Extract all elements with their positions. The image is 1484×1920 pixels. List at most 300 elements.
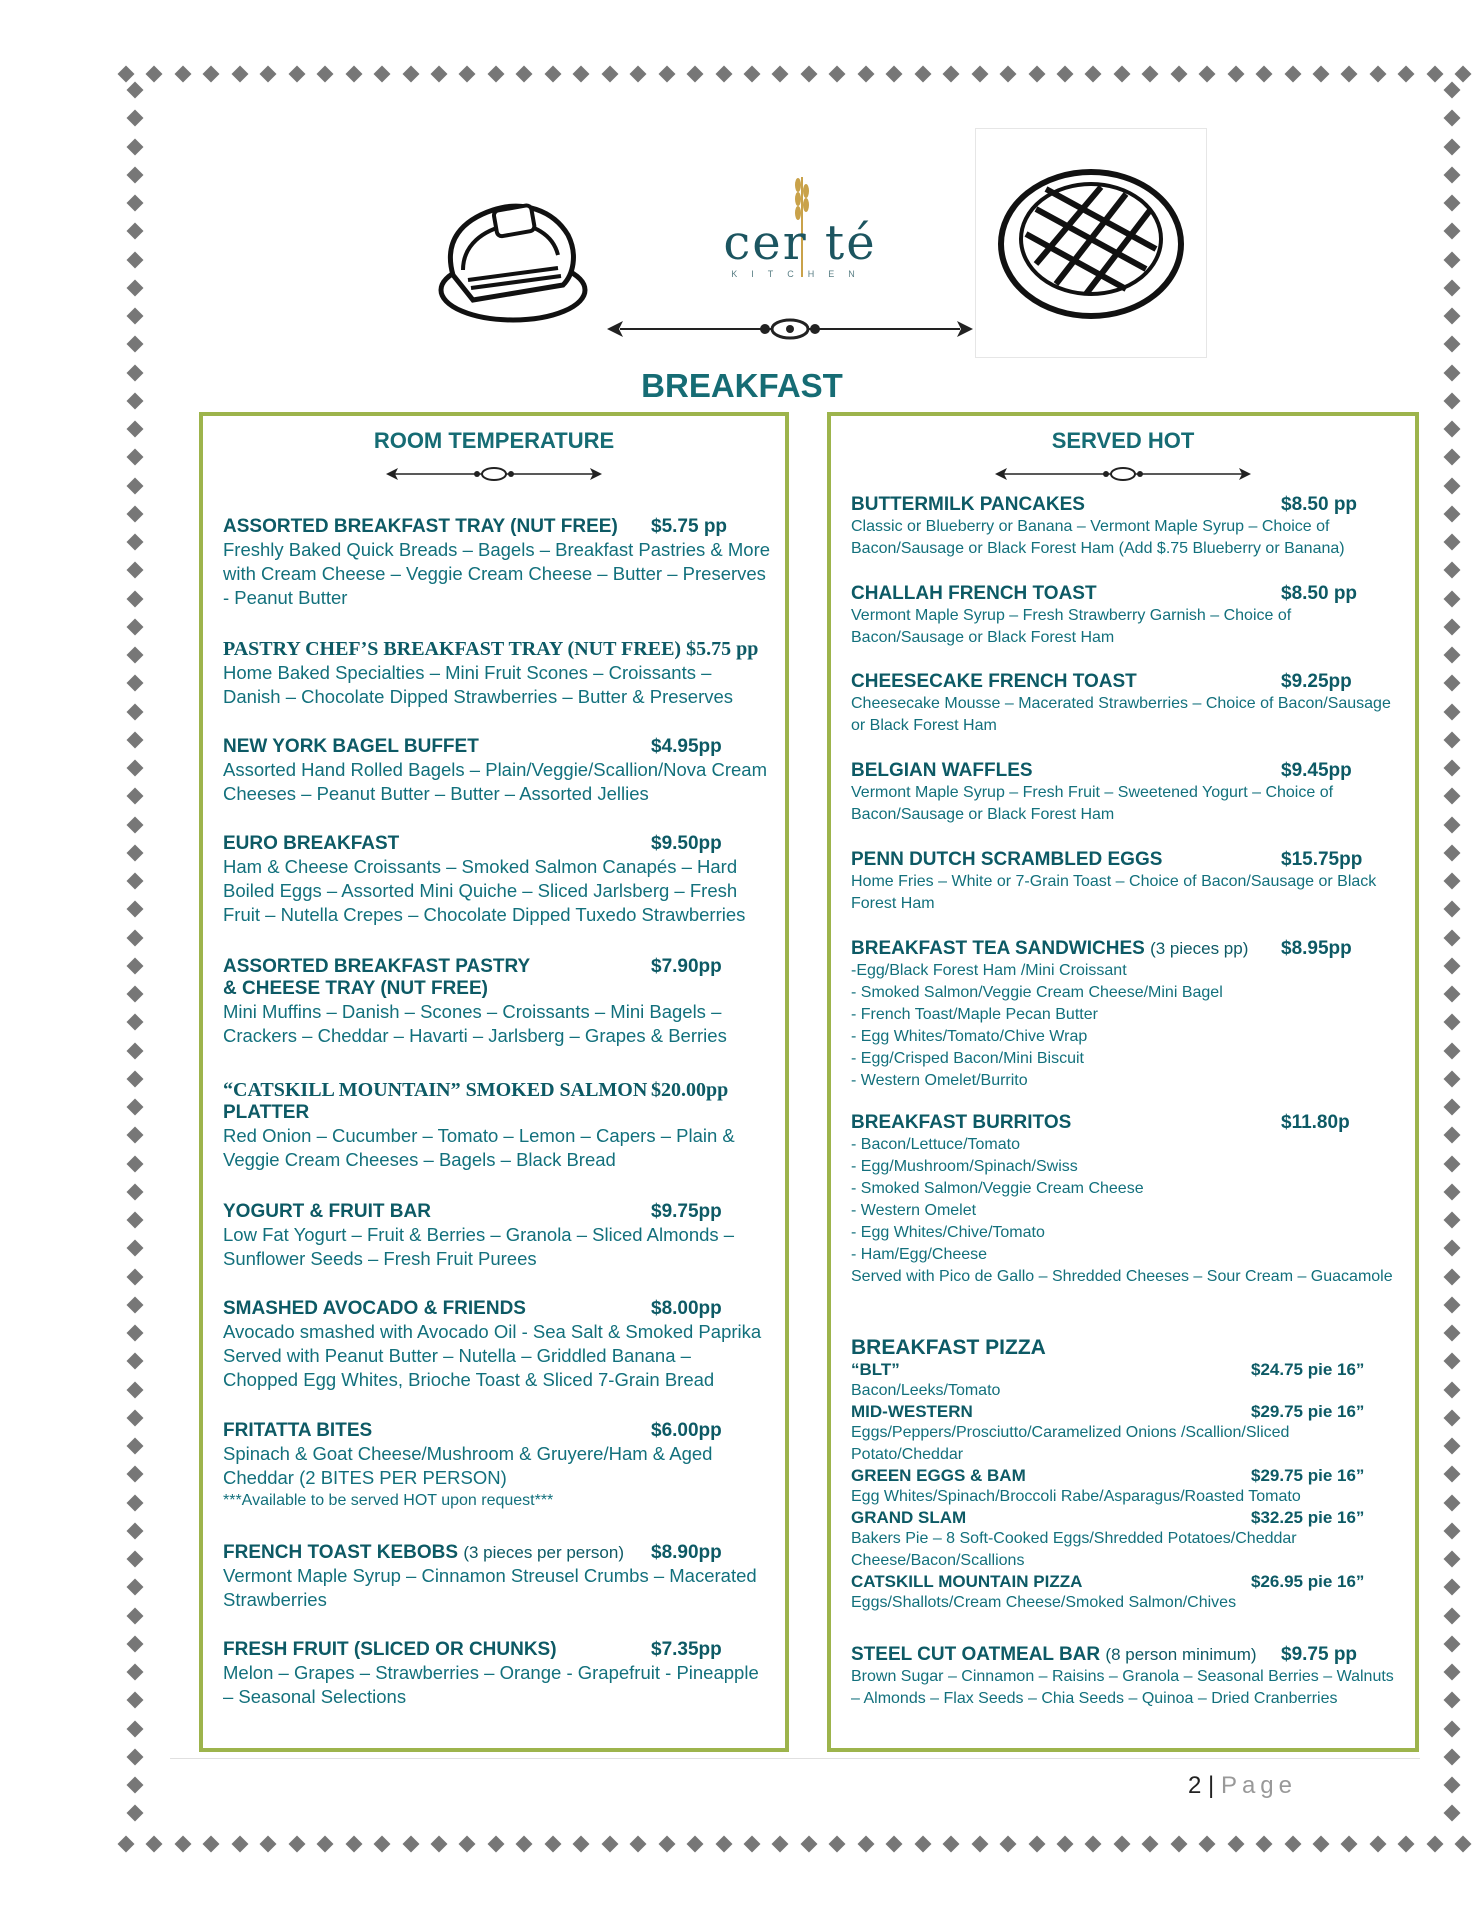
- border-diamond: [1444, 1635, 1461, 1652]
- item-description: Freshly Baked Quick Breads – Bagels – Breakfast Pastries & More with Cream Cheese – Veggie Cream Cheese – Butter – Preserves - Peanut Butter: [223, 539, 771, 608]
- toast-illustration: [433, 180, 593, 330]
- item-line: - Bacon/Lettuce/Tomato: [851, 1136, 1020, 1153]
- border-diamond: [1341, 66, 1358, 83]
- border-diamond: [127, 1692, 144, 1709]
- border-diamond: [127, 647, 144, 664]
- border-diamond: [544, 66, 561, 83]
- border-diamond: [829, 66, 846, 83]
- border-diamond: [1444, 1409, 1461, 1426]
- border-diamond: [1444, 534, 1461, 551]
- item-price: $9.75 pp: [1281, 1644, 1358, 1665]
- item-price: $9.50pp: [651, 833, 722, 854]
- border-diamond: [127, 703, 144, 720]
- border-diamond: [127, 788, 144, 805]
- border-diamond: [127, 477, 144, 494]
- border-diamond: [127, 929, 144, 946]
- border-diamond: [127, 1409, 144, 1426]
- border-diamond: [231, 1836, 248, 1853]
- border-diamond: [1444, 1183, 1461, 1200]
- border-diamond: [1444, 1155, 1461, 1172]
- border-diamond: [1085, 1836, 1102, 1853]
- pizza-desc: Eggs/Peppers/Prosciutto/Caramelized Onions /Scallion/Sliced Potato/Cheddar: [851, 1424, 1290, 1463]
- border-diamond: [1444, 336, 1461, 353]
- item-description: Vermont Maple Syrup – Fresh Fruit – Sweetened Yogurt – Choice of Bacon/Sausage or Black Forest Ham: [851, 784, 1334, 823]
- item-description: Classic or Blueberry or Banana – Vermont Maple Syrup – Choice of Bacon/Sausage or Black Forest Ham (Add $.75 Blueberry or Banana): [851, 518, 1345, 557]
- pizza-name: MID-WESTERN: [851, 1402, 973, 1421]
- border-diamond: [1369, 1836, 1386, 1853]
- border-diamond: [127, 251, 144, 268]
- border-diamond: [459, 1836, 476, 1853]
- border-diamond: [943, 66, 960, 83]
- border-diamond: [127, 760, 144, 777]
- menu-item: BREAKFAST TEA SANDWICHES (3 pieces pp) $8.95pp -Egg/Black Forest Ham /Mini Croissant - Smoked Salmon/Veggie Cream Cheese/Mini Bagel - French Toast/Maple Pecan Butter - Egg Whites/Tomato/Chive Wrap - Egg/Crisped Bacon/Mini Biscuit - Western Omelet/Burrito: [851, 938, 1401, 1092]
- border-diamond: [1444, 1127, 1461, 1144]
- menu-item: FRESH FRUIT (SLICED OR CHUNKS) $7.35pp Melon – Grapes – Strawberries – Orange - Grapefruit - Pineapple – Seasonal Selections: [223, 1639, 771, 1709]
- border-diamond: [1313, 66, 1330, 83]
- item-description: Melon – Grapes – Strawberries – Orange - Grapefruit - Pineapple – Seasonal Selections: [223, 1662, 759, 1707]
- menu-item: ASSORTED BREAKFAST TRAY (NUT FREE) $5.75 pp Freshly Baked Quick Breads – Bagels – Breakfast Pastries & More with Cream Cheese – Veggie Cream Cheese – Butter – Preserves - Peanut Butter: [223, 516, 771, 608]
- item-description: Red Onion – Cucumber – Tomato – Lemon – Capers – Plain & Veggie Cream Cheeses – Bagels – Black Bread: [223, 1125, 735, 1170]
- border-diamond: [402, 66, 419, 83]
- pizza-price: $29.75 pie 16”: [1251, 1466, 1365, 1485]
- border-diamond: [127, 1381, 144, 1398]
- border-diamond: [1000, 66, 1017, 83]
- border-diamond: [1444, 788, 1461, 805]
- pizza-desc: Bacon/Leeks/Tomato: [851, 1382, 1001, 1399]
- pizza-price: $32.25 pie 16”: [1251, 1508, 1365, 1527]
- border-diamond: [1444, 873, 1461, 890]
- border-diamond: [146, 66, 163, 83]
- border-diamond: [127, 1579, 144, 1596]
- border-diamond: [1444, 1522, 1461, 1539]
- border-diamond: [1256, 66, 1273, 83]
- item-line: - French Toast/Maple Pecan Butter: [851, 1006, 1098, 1023]
- border-diamond: [1426, 66, 1443, 83]
- border-diamond: [1444, 223, 1461, 240]
- border-diamond: [127, 901, 144, 918]
- item-description: Served with Pico de Gallo – Shredded Cheeses – Sour Cream – Guacamole: [851, 1268, 1393, 1285]
- border-diamond: [1444, 1212, 1461, 1229]
- border-diamond: [127, 1099, 144, 1116]
- menu-item: STEEL CUT OATMEAL BAR (8 person minimum) $9.75 pp Brown Sugar – Cinnamon – Raisins – Granola – Seasonal Berries – Walnuts – Almonds – Flax Seeds – Chia Seeds – Quinoa – Dried Cranberries: [851, 1644, 1401, 1710]
- border-diamond: [127, 336, 144, 353]
- item-price: $20.00pp: [651, 1079, 729, 1101]
- border-diamond: [1444, 251, 1461, 268]
- border-diamond: [127, 957, 144, 974]
- border-diamond: [1170, 1836, 1187, 1853]
- border-diamond: [260, 1836, 277, 1853]
- pizza-name: GRAND SLAM: [851, 1508, 967, 1527]
- border-diamond: [516, 1836, 533, 1853]
- border-diamond: [1227, 66, 1244, 83]
- border-diamond: [127, 505, 144, 522]
- border-diamond: [127, 1155, 144, 1172]
- item-price: $8.50 pp: [1281, 583, 1358, 604]
- border-diamond: [1398, 1836, 1415, 1853]
- border-diamond: [1444, 1353, 1461, 1370]
- border-diamond: [127, 675, 144, 692]
- menu-item: PASTRY CHEF’S BREAKFAST TRAY (NUT FREE) $5.75 pp Home Baked Specialties – Mini Fruit Scones – Croissants – Danish – Chocolate Dipped Strawberries – Butter & Preserves: [223, 638, 771, 709]
- border-diamond: [288, 1836, 305, 1853]
- border-diamond: [772, 66, 789, 83]
- logo-wordmark: cer té: [723, 215, 877, 271]
- border-diamond: [886, 1836, 903, 1853]
- border-diamond: [829, 1836, 846, 1853]
- border-diamond: [127, 82, 144, 99]
- border-diamond: [127, 1522, 144, 1539]
- item-price: $8.90pp: [651, 1542, 722, 1563]
- item-description: Home Fries – White or 7-Grain Toast – Choice of Bacon/Sausage or Black Forest Ham: [851, 873, 1377, 912]
- item-description: Brown Sugar – Cinnamon – Raisins – Granola – Seasonal Berries – Walnuts – Almonds – Flax Seeds – Chia Seeds – Quinoa – Dried Cranberries: [851, 1668, 1394, 1707]
- border-diamond: [127, 1551, 144, 1568]
- menu-item: NEW YORK BAGEL BUFFET $4.95pp Assorted Hand Rolled Bagels – Plain/Veggie/Scallion/Nova Cream Cheeses – Peanut Butter – Butter – Assorted Jellies: [223, 736, 771, 806]
- border-diamond: [345, 1836, 362, 1853]
- border-diamond: [127, 534, 144, 551]
- border-diamond: [1444, 929, 1461, 946]
- room-temperature-panel: [199, 412, 789, 1752]
- border-diamond: [1444, 562, 1461, 579]
- border-diamond: [1313, 1836, 1330, 1853]
- item-description: Vermont Maple Syrup – Cinnamon Streusel Crumbs – Macerated Strawberries: [223, 1565, 757, 1610]
- border-diamond: [127, 308, 144, 325]
- border-diamond: [516, 66, 533, 83]
- border-diamond: [573, 1836, 590, 1853]
- border-diamond: [1444, 279, 1461, 296]
- border-diamond: [374, 66, 391, 83]
- border-diamond: [127, 1070, 144, 1087]
- border-diamond: [1444, 760, 1461, 777]
- border-diamond: [317, 1836, 334, 1853]
- pizza-price: $26.95 pie 16”: [1251, 1572, 1365, 1591]
- border-diamond: [1444, 308, 1461, 325]
- border-diamond: [288, 66, 305, 83]
- border-diamond: [146, 1836, 163, 1853]
- border-diamond: [127, 1268, 144, 1285]
- border-diamond: [914, 1836, 931, 1853]
- border-diamond: [430, 1836, 447, 1853]
- border-diamond: [317, 66, 334, 83]
- item-description: Spinach & Goat Cheese/Mushroom & Gruyere/Ham & Aged Cheddar (2 BITES PER PERSON): [223, 1443, 713, 1488]
- border-diamond: [1444, 1805, 1461, 1822]
- border-diamond: [127, 1720, 144, 1737]
- item-description: Ham & Cheese Croissants – Smoked Salmon Canapés – Hard Boiled Eggs – Assorted Mini Quiche – Sliced Jarlsberg – Fresh Fruit – Nutella Crepes – Chocolate Dipped Tuxedo Strawberries: [223, 856, 746, 925]
- border-diamond: [1444, 1692, 1461, 1709]
- item-description: Home Baked Specialties – Mini Fruit Scones – Croissants – Danish – Chocolate Dipped Strawberries – Butter & Preserves: [223, 662, 734, 707]
- pizza-name: GREEN EGGS & BAM: [851, 1466, 1026, 1485]
- border-diamond: [1170, 66, 1187, 83]
- border-diamond: [1444, 1494, 1461, 1511]
- border-diamond: [800, 66, 817, 83]
- border-diamond: [1369, 66, 1386, 83]
- border-diamond: [174, 1836, 191, 1853]
- border-diamond: [1426, 1836, 1443, 1853]
- border-diamond: [1113, 66, 1130, 83]
- item-description: Vermont Maple Syrup – Fresh Strawberry Garnish – Choice of Bacon/Sausage or Black Forest Ham: [851, 607, 1292, 646]
- border-diamond: [127, 1296, 144, 1313]
- border-left: [123, 84, 147, 1820]
- served-hot-panel: [827, 412, 1419, 1752]
- border-diamond: [127, 1664, 144, 1681]
- border-diamond: [1000, 1836, 1017, 1853]
- border-diamond: [1444, 1720, 1461, 1737]
- ornament-divider: [831, 462, 1415, 488]
- border-diamond: [544, 1836, 561, 1853]
- border-diamond: [772, 1836, 789, 1853]
- item-price: $8.50 pp: [1281, 494, 1358, 515]
- border-diamond: [1444, 957, 1461, 974]
- item-line: - Egg/Mushroom/Spinach/Swiss: [851, 1158, 1078, 1175]
- border-diamond: [630, 1836, 647, 1853]
- border-diamond: [127, 138, 144, 155]
- item-description: Avocado smashed with Avocado Oil - Sea Salt & Smoked Paprika Served with Peanut Butter – Nutella – Griddled Banana – Chopped Egg Whites, Brioche Toast & Sliced 7-Grain Bread: [223, 1321, 762, 1390]
- border-diamond: [127, 279, 144, 296]
- item-line: - Egg Whites/Chive/Tomato: [851, 1224, 1045, 1241]
- item-price: $9.45pp: [1281, 760, 1352, 781]
- pizza-name: CATSKILL MOUNTAIN PIZZA: [851, 1572, 1083, 1591]
- border-diamond: [1056, 1836, 1073, 1853]
- border-diamond: [1444, 1325, 1461, 1342]
- menu-item: FRENCH TOAST KEBOBS (3 pieces per person) $8.90pp Vermont Maple Syrup – Cinnamon Streusel Crumbs – Macerated Strawberries: [223, 1542, 771, 1612]
- border-diamond: [1455, 66, 1472, 83]
- border-diamond: [127, 1127, 144, 1144]
- border-diamond: [1444, 505, 1461, 522]
- border-diamond: [487, 66, 504, 83]
- item-price: $9.25pp: [1281, 671, 1352, 692]
- item-line: - Egg Whites/Tomato/Chive Wrap: [851, 1028, 1088, 1045]
- border-diamond: [127, 618, 144, 635]
- border-diamond: [203, 66, 220, 83]
- border-diamond: [857, 66, 874, 83]
- border-diamond: [1455, 1836, 1472, 1853]
- border-diamond: [127, 1212, 144, 1229]
- border-diamond: [127, 223, 144, 240]
- border-diamond: [1444, 647, 1461, 664]
- item-price: $9.75pp: [651, 1201, 722, 1222]
- border-diamond: [743, 1836, 760, 1853]
- border-diamond: [1444, 449, 1461, 466]
- border-diamond: [1444, 901, 1461, 918]
- border-diamond: [1444, 731, 1461, 748]
- border-diamond: [1199, 1836, 1216, 1853]
- border-diamond: [118, 1836, 135, 1853]
- item-price: $8.00pp: [651, 1298, 722, 1319]
- border-diamond: [231, 66, 248, 83]
- border-diamond: [127, 1183, 144, 1200]
- pizza-price: $29.75 pie 16”: [1251, 1402, 1365, 1421]
- border-diamond: [1444, 421, 1461, 438]
- item-price: $15.75pp: [1281, 849, 1363, 870]
- item-price: $11.80p: [1281, 1112, 1350, 1133]
- border-diamond: [1444, 195, 1461, 212]
- border-diamond: [1444, 1551, 1461, 1568]
- footer-rule: [170, 1758, 1420, 1759]
- border-diamond: [127, 873, 144, 890]
- item-line: - Western Omelet: [851, 1202, 977, 1219]
- item-note: ***Available to be served HOT upon request***: [223, 1492, 554, 1509]
- border-diamond: [127, 1607, 144, 1624]
- border-diamond: [127, 195, 144, 212]
- border-diamond: [886, 66, 903, 83]
- border-diamond: [203, 1836, 220, 1853]
- border-diamond: [1142, 1836, 1159, 1853]
- border-diamond: [1444, 1070, 1461, 1087]
- border-diamond: [1444, 1014, 1461, 1031]
- menu-item: CHALLAH FRENCH TOAST $8.50 pp Vermont Maple Syrup – Fresh Strawberry Garnish – Choice of Bacon/Sausage or Black Forest Ham: [851, 583, 1401, 649]
- border-diamond: [127, 731, 144, 748]
- border-diamond: [487, 1836, 504, 1853]
- panel-title: SERVED HOT: [1051, 428, 1195, 453]
- border-diamond: [1444, 1099, 1461, 1116]
- menu-item: CHEESECAKE FRENCH TOAST $9.25pp Cheesecake Mousse – Macerated Strawberries – Choice of Bacon/Sausage or Black Forest Ham: [851, 671, 1401, 737]
- border-diamond: [1444, 618, 1461, 635]
- border-diamond: [1085, 66, 1102, 83]
- border-diamond: [430, 66, 447, 83]
- menu-item: BREAKFAST BURRITOS $11.80p - Bacon/Lettuce/Tomato - Egg/Mushroom/Spinach/Swiss - Smoked Salmon/Veggie Cream Cheese - Western Omelet - Egg Whites/Chive/Tomato - Ham/Egg/Cheese Served with Pico de Gallo – Shredded Cheeses – Sour Cream – Guacamole: [851, 1112, 1401, 1288]
- border-diamond: [971, 1836, 988, 1853]
- border-diamond: [1444, 703, 1461, 720]
- item-line: - Egg/Crisped Bacon/Mini Biscuit: [851, 1050, 1084, 1067]
- border-diamond: [127, 1353, 144, 1370]
- border-diamond: [1142, 66, 1159, 83]
- item-description: Mini Muffins – Danish – Scones – Croissants – Mini Bagels – Crackers – Cheddar – Havarti – Jarlsberg – Grapes & Berries: [223, 1001, 727, 1046]
- border-diamond: [1444, 816, 1461, 833]
- menu-item: SMASHED AVOCADO & FRIENDS $8.00pp Avocado smashed with Avocado Oil - Sea Salt & Smoked Paprika Served with Peanut Butter – Nutella – Griddled Banana – Chopped Egg Whites, Brioche Toast & Sliced 7-Grain Bread: [223, 1298, 771, 1392]
- border-bottom: [120, 1832, 1470, 1856]
- border-diamond: [943, 1836, 960, 1853]
- border-diamond: [345, 66, 362, 83]
- panel-title: ROOM TEMPERATURE: [373, 428, 615, 453]
- border-diamond: [800, 1836, 817, 1853]
- border-diamond: [127, 1635, 144, 1652]
- border-diamond: [127, 562, 144, 579]
- border-diamond: [914, 66, 931, 83]
- border-diamond: [1444, 1664, 1461, 1681]
- item-line: -Egg/Black Forest Ham /Mini Croissant: [851, 962, 1127, 979]
- border-diamond: [971, 66, 988, 83]
- border-diamond: [658, 1836, 675, 1853]
- border-diamond: [1444, 1438, 1461, 1455]
- border-diamond: [127, 421, 144, 438]
- border-diamond: [743, 66, 760, 83]
- border-diamond: [174, 66, 191, 83]
- item-line: - Smoked Salmon/Veggie Cream Cheese/Mini Bagel: [851, 984, 1223, 1001]
- border-diamond: [1056, 66, 1073, 83]
- item-line: - Western Omelet/Burrito: [851, 1072, 1028, 1089]
- border-right: [1440, 84, 1464, 1820]
- border-diamond: [127, 166, 144, 183]
- border-diamond: [715, 66, 732, 83]
- pizza-price: $24.75 pie 16”: [1251, 1360, 1365, 1379]
- menu-item: “CATSKILL MOUNTAIN” SMOKED SALMON $20.00pp PLATTER Red Onion – Cucumber – Tomato – Lemon – Capers – Plain & Veggie Cream Cheeses – Bagels – Black Bread: [223, 1079, 771, 1172]
- border-diamond: [1444, 986, 1461, 1003]
- border-diamond: [1444, 1777, 1461, 1794]
- border-diamond: [601, 66, 618, 83]
- border-diamond: [127, 844, 144, 861]
- menu-item: BREAKFAST PIZZA “BLT” $24.75 pie 16” Bacon/Leeks/Tomato MID-WESTERN $29.75 pie 16” Eggs/Peppers/Prosciutto/Caramelized Onions /Scallion/Sliced Potato/Cheddar GREEN EGGS & BAM $29.75 pie 16” Egg Whites/Spinach/Broccoli Rabe/Asparagus/Roasted Tomato GRAND SLAM $32.25 pie 16” Bakers Pie – 8 Soft-Cooked Eggs/Shredded Potatoes/Cheddar Cheese/Bacon/Scallions CATSKILL MOUNTAIN PIZZA $26.95 pie 16” Eggs/Shallots/Cream Cheese/Smoked Salmon/Chives: [851, 1336, 1401, 1614]
- menu-item: FRITATTA BITES $6.00pp Spinach & Goat Cheese/Mushroom & Gruyere/Ham & Aged Cheddar (2 BITES PER PERSON) ***Available to be served HOT upon request***: [223, 1420, 771, 1512]
- border-diamond: [127, 816, 144, 833]
- border-diamond: [127, 1494, 144, 1511]
- border-diamond: [1444, 1466, 1461, 1483]
- page-number: 2 | Page: [1188, 1772, 1297, 1799]
- border-diamond: [1444, 1042, 1461, 1059]
- border-diamond: [260, 66, 277, 83]
- pizza-desc: Bakers Pie – 8 Soft-Cooked Eggs/Shredded Potatoes/Cheddar Cheese/Bacon/Scallions: [851, 1530, 1297, 1569]
- border-diamond: [601, 1836, 618, 1853]
- border-diamond: [1227, 1836, 1244, 1853]
- border-diamond: [1256, 1836, 1273, 1853]
- border-diamond: [1028, 66, 1045, 83]
- border-diamond: [127, 1748, 144, 1765]
- menu-item: PENN DUTCH SCRAMBLED EGGS $15.75pp Home Fries – White or 7-Grain Toast – Choice of Bacon/Sausage or Black Forest Ham: [851, 849, 1401, 915]
- ornament-divider: [203, 462, 785, 488]
- border-diamond: [687, 1836, 704, 1853]
- logo: [700, 175, 900, 295]
- border-diamond: [374, 1836, 391, 1853]
- border-diamond: [118, 66, 135, 83]
- border-diamond: [1444, 844, 1461, 861]
- border-diamond: [1444, 110, 1461, 127]
- border-diamond: [1444, 1240, 1461, 1257]
- border-diamond: [127, 1438, 144, 1455]
- border-diamond: [1444, 82, 1461, 99]
- border-diamond: [127, 1014, 144, 1031]
- border-diamond: [857, 1836, 874, 1853]
- border-diamond: [127, 590, 144, 607]
- item-price: $6.00pp: [651, 1420, 722, 1441]
- item-line: - Ham/Egg/Cheese: [851, 1246, 988, 1263]
- border-diamond: [1444, 675, 1461, 692]
- menu-item: BELGIAN WAFFLES $9.45pp Vermont Maple Syrup – Fresh Fruit – Sweetened Yogurt – Choice of Bacon/Sausage or Black Forest Ham: [851, 760, 1401, 826]
- border-diamond: [1444, 1748, 1461, 1765]
- item-description: Assorted Hand Rolled Bagels – Plain/Veggie/Scallion/Nova Cream Cheeses – Peanut Butter – Butter – Assorted Jellies: [223, 759, 767, 804]
- border-diamond: [1444, 477, 1461, 494]
- border-top: [120, 62, 1470, 86]
- border-diamond: [1028, 1836, 1045, 1853]
- border-diamond: [1444, 1579, 1461, 1596]
- item-price: $7.35pp: [651, 1639, 722, 1660]
- border-diamond: [1444, 166, 1461, 183]
- border-diamond: [1444, 1268, 1461, 1285]
- menu-item: ASSORTED BREAKFAST PASTRY $7.90pp & CHEESE TRAY (NUT FREE) Mini Muffins – Danish – Scones – Croissants – Mini Bagels – Crackers – Cheddar – Havarti – Jarlsberg – Grapes & Berries: [223, 956, 771, 1048]
- border-diamond: [127, 449, 144, 466]
- border-diamond: [1444, 138, 1461, 155]
- item-price: $7.90pp: [651, 956, 722, 977]
- border-diamond: [127, 986, 144, 1003]
- menu-item: YOGURT & FRUIT BAR $9.75pp Low Fat Yogurt – Fruit & Berries – Granola – Sliced Almonds – Sunflower Seeds – Fresh Fruit Purees: [223, 1201, 771, 1271]
- pizza-desc: Eggs/Shallots/Cream Cheese/Smoked Salmon/Chives: [851, 1594, 1237, 1611]
- ornament-divider: [605, 314, 975, 344]
- item-line: - Smoked Salmon/Veggie Cream Cheese: [851, 1180, 1144, 1197]
- border-diamond: [1444, 1607, 1461, 1624]
- border-diamond: [127, 1777, 144, 1794]
- waffle-illustration: [975, 128, 1207, 358]
- item-price: $4.95pp: [651, 736, 722, 757]
- item-description: Low Fat Yogurt – Fruit & Berries – Granola – Sliced Almonds – Sunflower Seeds – Fresh Fruit Purees: [223, 1224, 735, 1269]
- border-diamond: [1284, 66, 1301, 83]
- border-diamond: [1113, 1836, 1130, 1853]
- logo-subtitle: KITCHEN: [731, 269, 869, 279]
- border-diamond: [630, 66, 647, 83]
- border-diamond: [459, 66, 476, 83]
- border-diamond: [127, 1042, 144, 1059]
- border-diamond: [1341, 1836, 1358, 1853]
- border-diamond: [1444, 1381, 1461, 1398]
- border-diamond: [127, 1325, 144, 1342]
- item-description: Cheesecake Mousse – Macerated Strawberries – Choice of Bacon/Sausage or Black Forest Ham: [851, 695, 1391, 734]
- border-diamond: [402, 1836, 419, 1853]
- border-diamond: [687, 66, 704, 83]
